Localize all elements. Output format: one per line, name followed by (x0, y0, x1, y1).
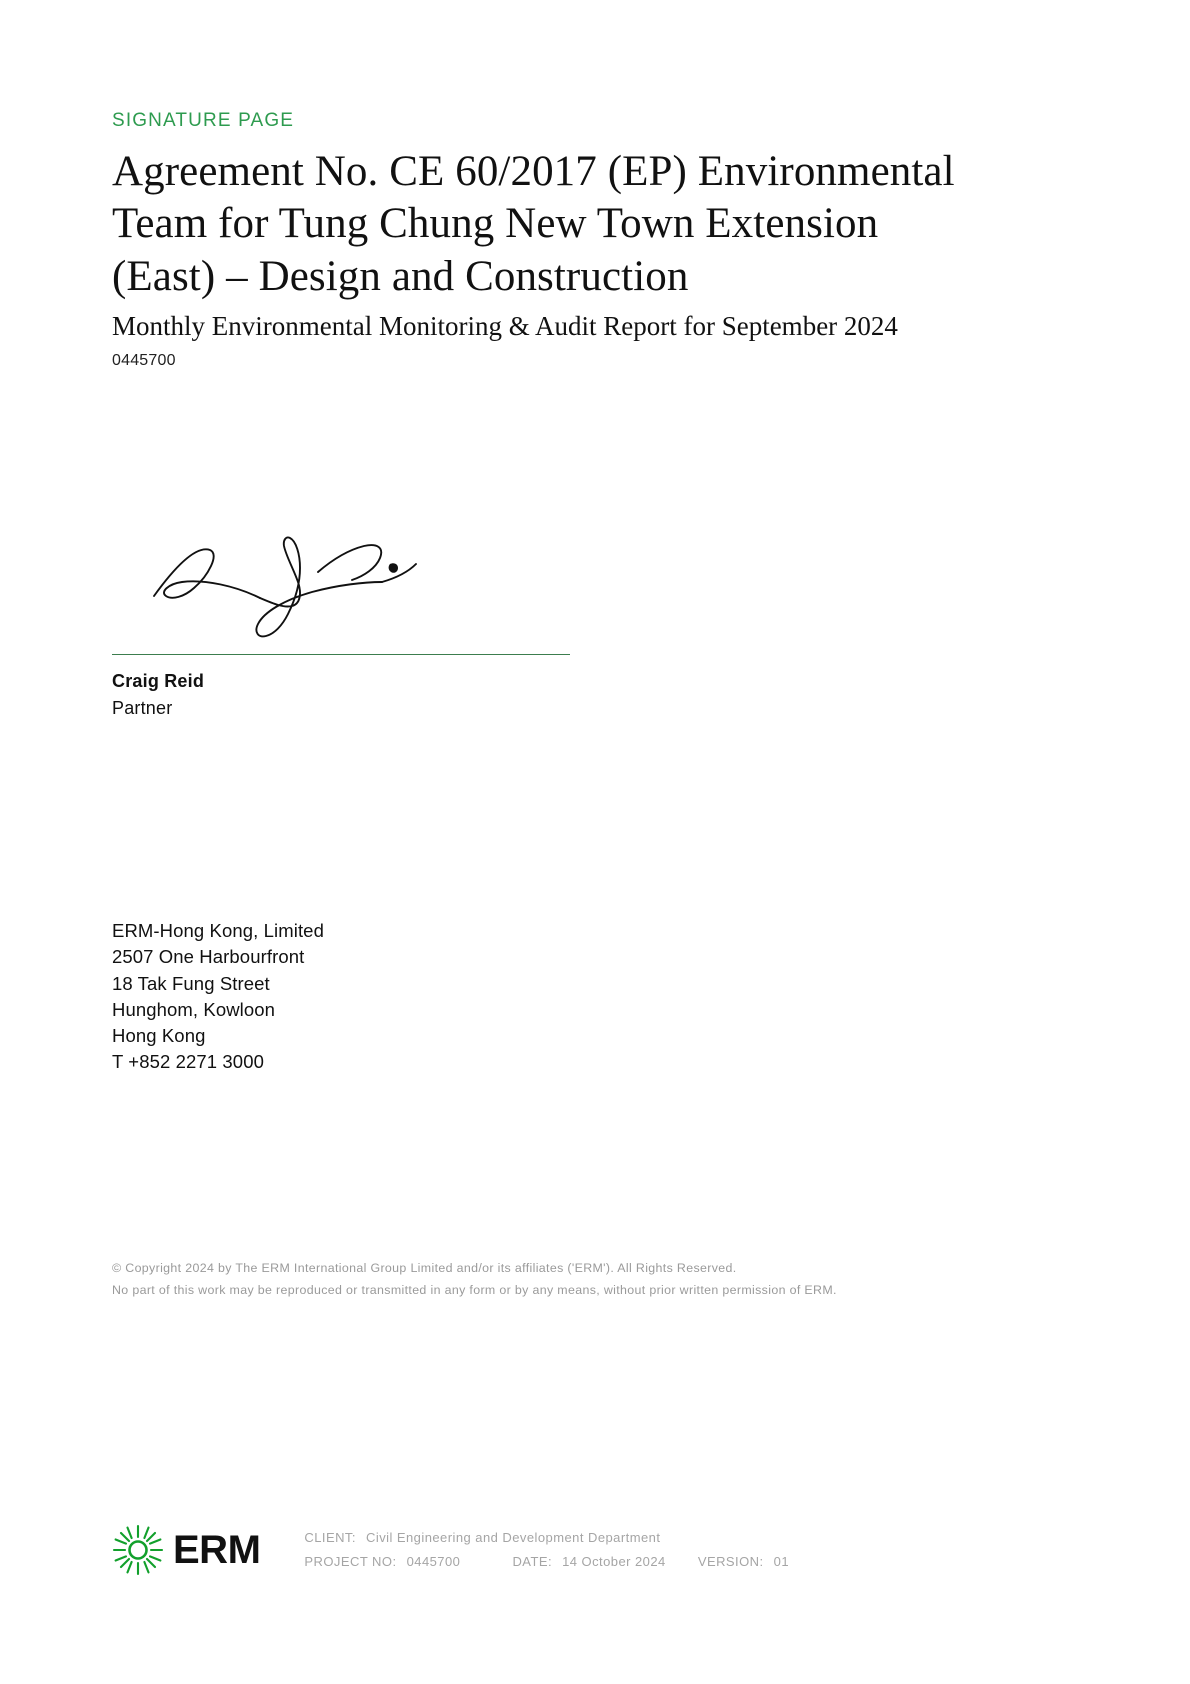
page-eyebrow: SIGNATURE PAGE (112, 110, 295, 131)
address-line: Hunghom, Kowloon (112, 998, 276, 1020)
copyright-line-1: © Copyright 2024 by The ERM International Group Limited and/or its affiliates ('ERM'). All Rights Reserved. (112, 1261, 737, 1275)
erm-wordmark: ERM (173, 1528, 261, 1572)
address-line: ERM-Hong Kong, Limited (112, 920, 324, 941)
company-address (112, 918, 324, 1076)
project-label: PROJECT NO: (304, 1554, 397, 1569)
address-line: 18 Tak Fung Street (112, 972, 270, 994)
date-label: DATE: (512, 1554, 553, 1569)
address-line: 2507 One Harbourfront (112, 946, 305, 968)
page-subtitle: Monthly Environmental Monitoring & Audit Report for September 2024 (112, 311, 898, 342)
handwritten-signature-icon (132, 520, 452, 650)
footer-project-row (304, 1550, 795, 1574)
page-footer (112, 1524, 1078, 1576)
erm-logo (112, 1524, 260, 1576)
signatory-role: Partner (112, 698, 173, 718)
footer-client-row (304, 1526, 795, 1550)
date-value: 14 October 2024 (562, 1554, 666, 1569)
address-line: Hong Kong (112, 1025, 206, 1047)
version-value: 01 (773, 1554, 790, 1569)
signature-rule (112, 654, 570, 655)
copyright-line-2: No part of this work may be reproduced or transmitted in any form or by any means, without prior written permission of ERM. (112, 1282, 837, 1297)
footer-metadata (282, 1526, 795, 1574)
signature-block (112, 520, 582, 719)
project-value: 0445700 (406, 1554, 461, 1569)
page-title: Agreement No. CE 60/2017 (EP) Environmental Team for Tung Chung New Town Extension (East) – Design and Construction (112, 148, 955, 300)
version-label: VERSION: (697, 1554, 764, 1569)
copyright-notice (112, 1258, 837, 1301)
client-value: Civil Engineering and Development Department (366, 1529, 661, 1545)
signatory-name: Craig Reid (112, 671, 205, 691)
project-number: 0445700 (112, 351, 176, 369)
erm-sunburst-logo-icon (112, 1524, 164, 1576)
address-phone: T +852 2271 3000 (112, 1051, 264, 1073)
title-block (112, 110, 1072, 370)
client-label: CLIENT: (304, 1529, 356, 1545)
